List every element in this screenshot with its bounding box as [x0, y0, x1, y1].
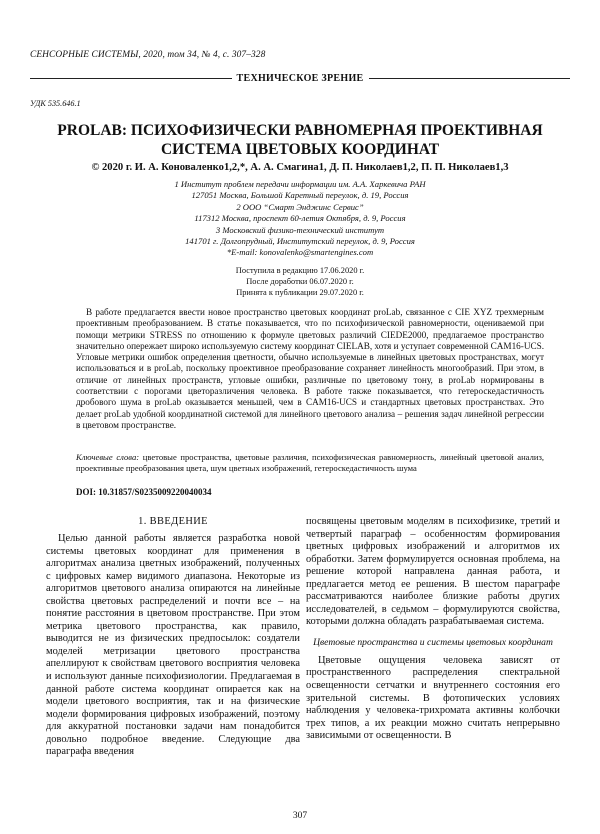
affiliation-line: 3 Московский физико-технический институт	[215, 224, 385, 235]
article-title	[30, 121, 570, 159]
affiliation-line: 117312 Москва, проспект 60-летия Октября, д. 9, Россия	[194, 213, 406, 224]
date-received: Поступила в редакцию 17.06.2020 г.	[235, 266, 365, 275]
authors: © 2020 г. И. А. Коноваленко1,2,*, А. А. Смагина1, Д. П. Николаев1,2, П. П. Николаев1,3	[91, 162, 509, 173]
submission-dates	[30, 265, 570, 298]
affiliation-line: 141701 г. Долгопрудный, Институтский переулок, д. 9, Россия	[185, 236, 415, 247]
intro-continuation: посвящены цветовым моделям в психофизике, третий и четвертый параграф – особенностям формирования цветных цифровых изображений и алгоритмов их обработки. Затем формулируется основная проблема, на решение которой направлена данная работа, и предлагается метод ее решения. В шестом параграфе рассматриваются наиболее близкие работы других исследователей, в седьмом – формулируются свойства, которыми должна обладать разрабатываемая система.	[306, 516, 560, 628]
keywords-list: цветовые пространства, цветовые различия, психофизическая равномерность, линейный цветовой анализ, проективные преобразования цвета, шум цветных изображений, гетероскедастичность шума	[76, 452, 544, 473]
author-email: *E-mail: konovalenko@smartengines.com	[226, 247, 374, 258]
left-column	[46, 516, 300, 759]
journal-header: СЕНСОРНЫЕ СИСТЕМЫ, 2020, том 34, № 4, с. 307–328	[30, 50, 266, 60]
section-rule-right	[369, 78, 571, 79]
right-column	[306, 516, 560, 743]
subsection-heading: Цветовые пространства и системы цветовых координат	[313, 636, 553, 648]
abstract: В работе предлагается ввести новое пространство цветовых координат proLab, связанное с CIE XYZ трехмерным проективным преобразованием. В статье показывается, что по психофизической равномерности, оцениваемой при помощи метрики STRESS по отношению к формуле цветовых различий CIEDE2000, предлагаемое пространство значительно опережает широко используемую систему координат CIELAB, хотя и уступает современной CAM16-UCS. Угловые метрики ошибок определения цветности, обычно используемые в линейных цветовых пространствах, могут использоваться и в proLab, поскольку проективное преобразование сохраняет линейность многообразий. При этом, в отличие от линейных пространств, угловые ошибки, различные по цветовому тону, в proLab нормированы в соответствии с порогами цветоразличения человека. В работе также показывается, что гетероскедастичность дробового шума в proLab оказывается меньшей, чем в CAM16-UCS и стандартных цветовых пространствах. Это делает proLab удобной координатной системой для линейного цветового анализа – решения задач линейной регрессии в цветовом пространстве.	[76, 307, 544, 430]
affiliations	[30, 179, 570, 259]
page-number: 307	[292, 811, 308, 821]
section-rule-left	[30, 78, 232, 79]
udk-code: УДК 535.646.1	[30, 99, 81, 108]
affiliation-line: 2 ООО “Смарт Энджинс Сервис”	[236, 201, 364, 212]
title-line-2: СИСТЕМА ЦВЕТОВЫХ КООРДИНАТ	[160, 141, 440, 158]
affiliation-line: 1 Институт проблем передачи информации им. А.А. Харкевича РАН	[174, 179, 426, 189]
title-line-1: PROLAB: ПСИХОФИЗИЧЕСКИ РАВНОМЕРНАЯ ПРОЕКТИВНАЯ	[57, 122, 543, 139]
date-revised: После доработки 06.07.2020 г.	[246, 277, 354, 286]
section-header	[30, 71, 570, 85]
section-label: ТЕХНИЧЕСКОЕ ЗРЕНИЕ	[236, 72, 364, 84]
intro-paragraph: Целью данной работы является разработка новой системы цветовых координат для применения в алгоритмах анализа цветных изображений, полученных с цифровых камер видимого диапазона. Некоторые из алгоритмов цветового анализа опираются на линейные свойства цветовых распределений и почти все – на понятие расстояния в цветовом пространстве. При этом метрика цветового пространства, как правило, выводится не из физических предпосылок: создатели моделей метризации цветового пространства апеллируют к свойствам цветового восприятия человека и используют данные психофизиологии. Предлагаемая в данной работе система координат опирается как на модели цветового восприятия, так и на физические модели формирования цифровых изображений, поэтому для аккуратной постановки задачи нам понадобится довольно подробное введение. Следующие два параграфа введения	[46, 533, 300, 758]
doi: DOI: 10.31857/S0235009220040034	[76, 487, 212, 497]
subsection-paragraph: Цветовые ощущения человека зависят от пространственного распределения спектральной освещенности сетчатки и внутреннего состояния его зрительной системы. В фотопических условиях наблюдения у человека-трихромата активны колбочки трех типов, а их реакции можно считать непрерывно зависимыми от освещенности. В	[306, 654, 560, 742]
date-accepted: Принята к публикации 29.07.2020 г.	[236, 288, 364, 297]
keywords-label: Ключевые слова:	[76, 452, 140, 462]
keywords	[76, 452, 544, 474]
affiliation-line: 127051 Москва, Большой Каретный переулок, д. 19, Россия	[191, 190, 409, 201]
intro-heading: 1. ВВЕДЕНИЕ	[138, 516, 208, 527]
